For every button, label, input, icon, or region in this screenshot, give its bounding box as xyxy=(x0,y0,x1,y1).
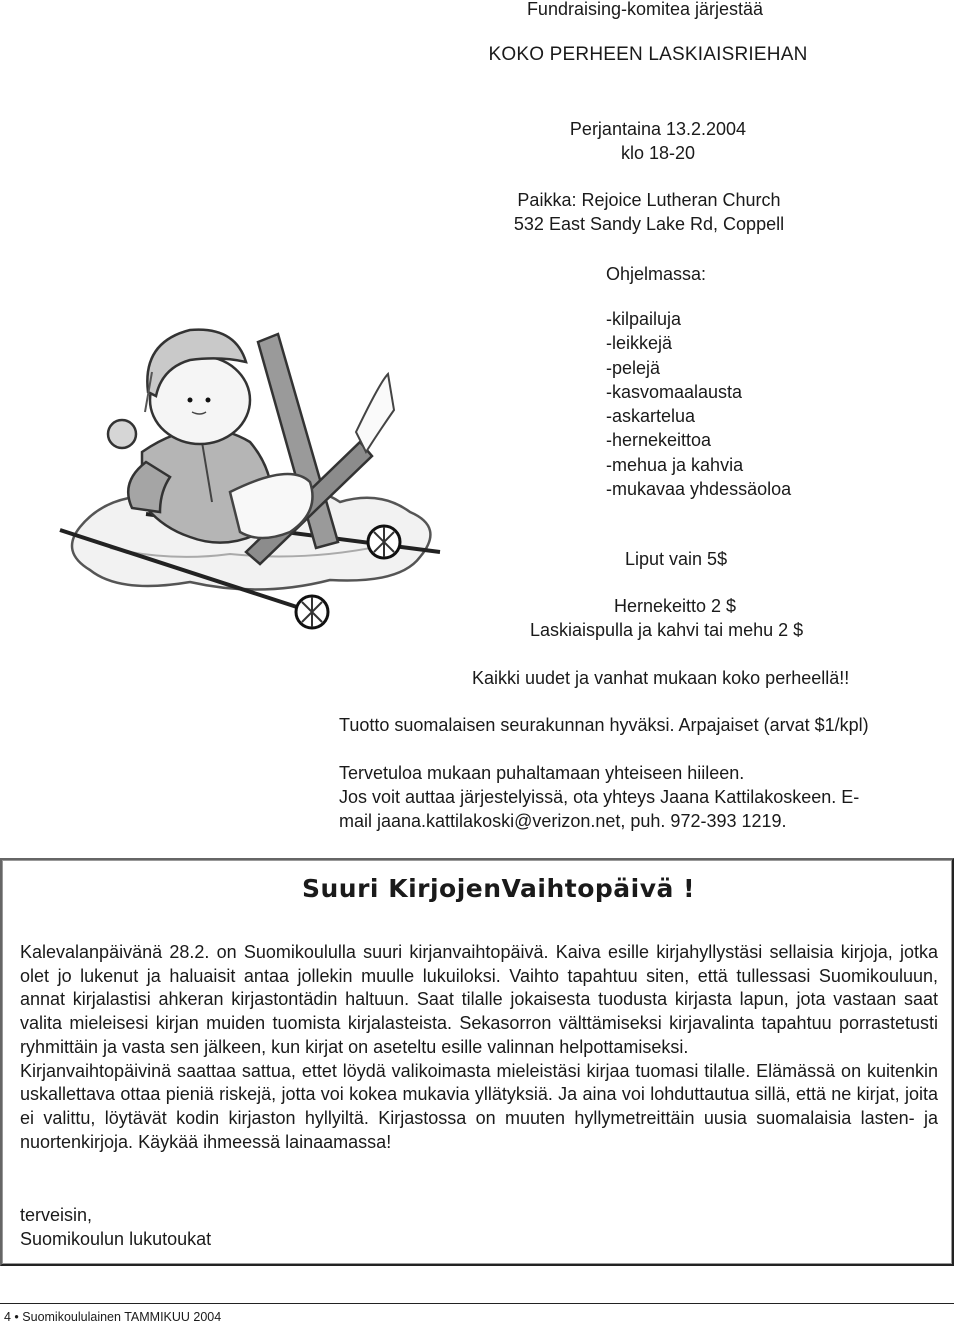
book-exchange-paragraph: Kirjanvaihtopäivinä saattaa sattua, ettet löydä valikoimasta mieleistäsi kirjaa tuomasi tilalle. Elämässä on kuitenkin uskallettava ottaa pieniä riskejä, jotta voi kokea mukavia yllätyksiä. Ja aina voi lohduttautua sillä, että ne kirjat, joita ei valittu, löytävät kodin kirjaston hyllyiltä. Kirjastossa on muuten hyllymetreittäin uusia suomalaisia lasten- ja nuortenkirjoja. Käykää ihmeessä lainaamassa! xyxy=(20,1060,938,1152)
program-item: -mehua ja kahvia xyxy=(606,454,744,475)
book-exchange-paragraph: Kalevalanpäivänä 28.2. on Suomikoululla suuri kirjanvaihtopäivä. Kaiva esille kirjahyllystäsi sellaisia kirjoja, jotka olet jo lukenut ja haluaisit antaa jollekin muulle lukuiloksi. Vaihto tapahtuu siten, että tullessasi Suomikouluun, annat kirjalastisi ahkeran kirjastontädin haltuun. Saat tilalle jokaisesta tuodusta kirjasta lapun, jota vastaan saat valita mieleisesi kirjan muiden tuomista kirjalasteista. Sekasorron välttämiseksi kirjavalinta tapahtuu porrastetusti ryhmittäin ja vasta sen jälkeen, kun kirjat on aseteltu esille valinnan helpottamiseksi. xyxy=(20,942,938,1057)
contact-line: Jos voit auttaa järjestelyissä, ota yhteys Jaana Kattilakoskeen. E- xyxy=(339,787,860,807)
closing-signer: Suomikoulun lukutoukat xyxy=(20,1229,212,1249)
contact-line: Tervetuloa mukaan puhaltamaan yhteiseen hiileen. xyxy=(339,763,745,783)
event-place: Paikka: Rejoice Lutheran Church xyxy=(517,190,781,210)
skier-child-illustration xyxy=(50,312,450,642)
closing-greeting: terveisin, xyxy=(20,1205,93,1225)
book-exchange-body xyxy=(20,941,938,1154)
footer-divider xyxy=(0,1303,954,1304)
program-item: -kilpailuja xyxy=(606,309,682,329)
bun-coffee-price: Laskiaispulla ja kahvi tai mehu 2 $ xyxy=(530,620,804,640)
event-date: Perjantaina 13.2.2004 xyxy=(569,119,747,139)
organizer-line: Fundraising-komitea järjestää xyxy=(526,0,764,19)
program-heading: Ohjelmassa: xyxy=(606,264,707,284)
contact-line: mail jaana.kattilakoski@verizon.net, puh. 972-393 1219. xyxy=(339,811,787,831)
bring-sleds-note: Kaikki uudet ja vanhat mukaan koko perheellä!! xyxy=(472,668,850,688)
page-footer: 4 • Suomikoululainen TAMMIKUU 2004 xyxy=(4,1310,222,1324)
soup-price: Hernekeitto 2 $ xyxy=(614,596,737,616)
event-time: klo 18-20 xyxy=(620,143,696,163)
program-item: -hernekeittoa xyxy=(606,430,712,451)
program-list xyxy=(606,307,791,501)
program-item: -mukavaa yhdessäoloa xyxy=(606,479,792,500)
program-item: -leikkejä xyxy=(606,333,673,354)
program-item: -pelejä xyxy=(606,357,661,378)
event-title: KOKO PERHEEN LASKIAISRIEHAN xyxy=(488,44,808,65)
book-exchange-title: Suuri KirjojenVaihtopäivä ! xyxy=(302,874,695,903)
program-item: -askartelua xyxy=(606,406,696,427)
ticket-price: Liput vain 5$ xyxy=(625,549,728,569)
program-item: -kasvomaalausta xyxy=(606,381,743,402)
proceeds-note: Tuotto suomalaisen seurakunnan hyväksi. Arpajaiset (arvat $1/kpl) xyxy=(339,715,869,735)
closing-signature xyxy=(20,1203,211,1251)
event-address: 532 East Sandy Lake Rd, Coppell xyxy=(513,214,785,234)
